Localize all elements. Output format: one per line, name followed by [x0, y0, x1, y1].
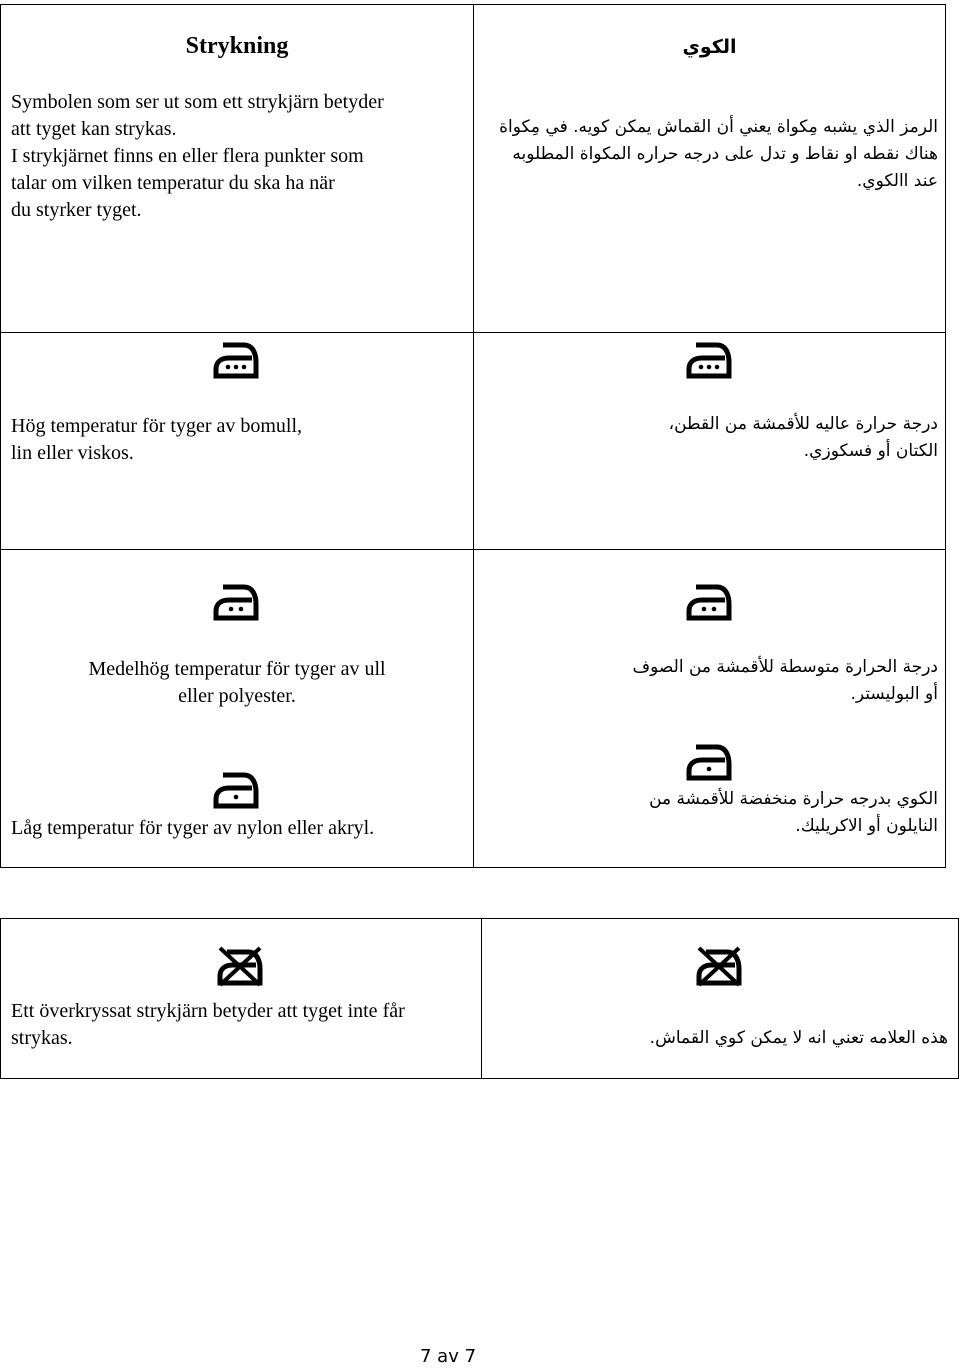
ar-low-temp-text: الكوي بدرجه حرارة منخفضة للأقمشة من النايلون أو الاكريليك.: [649, 789, 938, 836]
sv-low-temp-text: Låg temperatur för tyger av nylon eller akryl.: [11, 817, 375, 839]
sv-no-ironing-text: Ett överkryssat strykjärn betyder att tyget inte får strykas.: [11, 1000, 405, 1049]
iron-three-dots-icon: [686, 338, 732, 380]
cell-ar-no-ironing: [481, 918, 959, 1079]
ar-title: الكوي: [682, 36, 737, 58]
iron-one-dot-icon: [686, 740, 732, 782]
iron-one-dot-icon: [213, 768, 259, 810]
sv-medium-temp-text: Medelhög temperatur för tyger av ull eller polyester.: [88, 658, 386, 707]
iron-three-dots-icon: [213, 338, 259, 380]
iron-crossed-out-icon: [696, 945, 742, 987]
ar-intro-text: الرمز الذي يشبه مِكواة يعني أن القماش يمكن كويه. في مِكواة هناك نقطه او نقاط و تدل على درجه حراره المكواة المطلوبه عند االكوي.: [499, 117, 938, 191]
ar-no-ironing-text: هذه العلامه تعني انه لا يمكن كوي القماش.: [649, 1028, 948, 1048]
ar-high-temp-text: درجة حرارة عاليه للأقمشة من القطن، الكتان أو فسكوزي.: [668, 414, 938, 461]
sv-high-temp-text: Hög temperatur för tyger av bomull, lin eller viskos.: [11, 415, 303, 464]
iron-crossed-out-icon: [217, 945, 263, 987]
ar-medium-temp-text: درجة الحرارة متوسطة للأقمشة من الصوف أو البوليستر.: [632, 657, 938, 704]
page-number: 7 av 7: [419, 1346, 477, 1367]
sv-intro-text: Symbolen som ser ut som ett strykjärn betyder att tyget kan strykas. I strykjärnet finns en eller flera punkter som talar om vilken temperatur du ska ha när du styrker tyget.: [11, 91, 384, 221]
iron-two-dots-icon: [213, 580, 259, 622]
sv-title: Strykning: [185, 33, 289, 59]
iron-two-dots-icon: [686, 580, 732, 622]
